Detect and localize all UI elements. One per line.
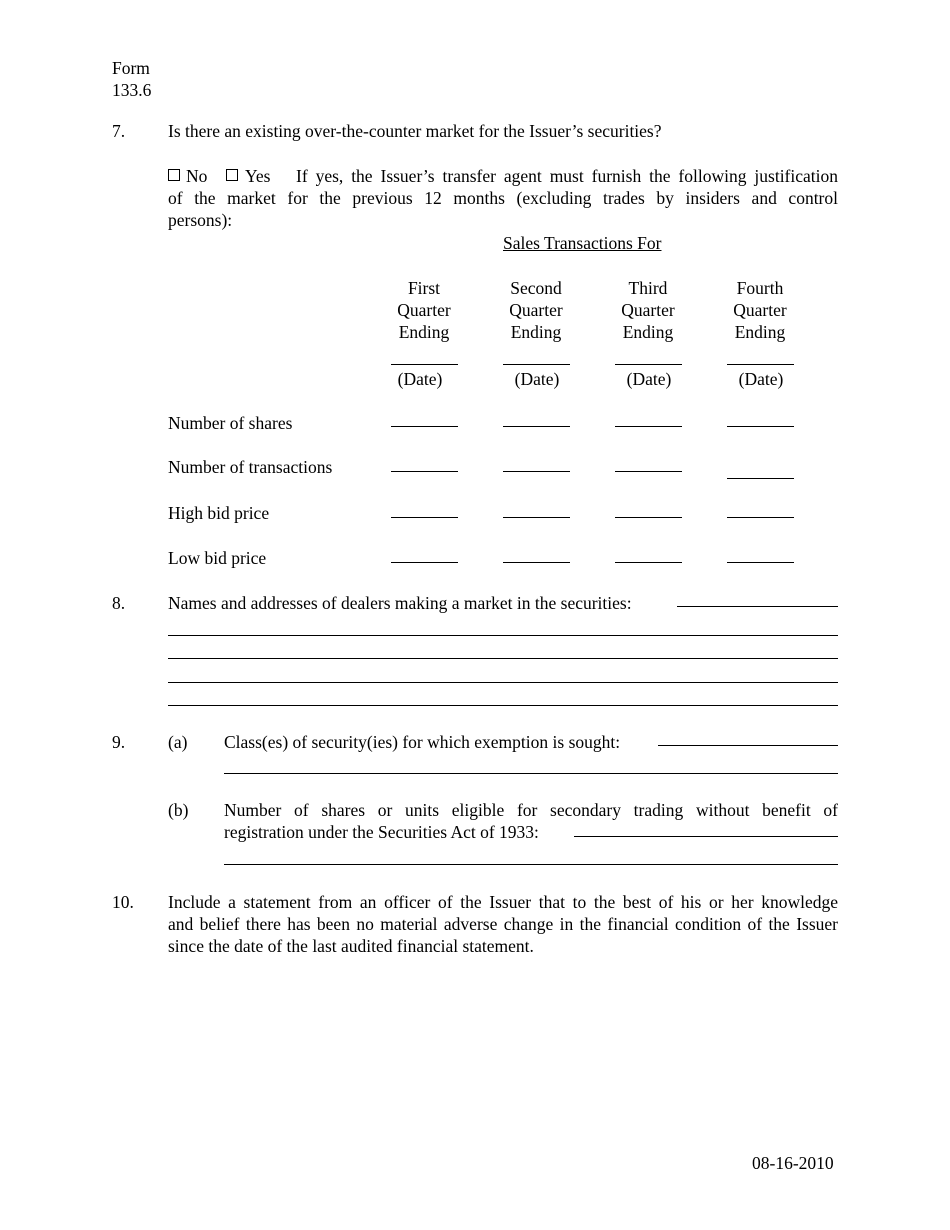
low-bid-q4-field[interactable] — [727, 562, 794, 563]
shares-q2-field[interactable] — [503, 426, 570, 427]
class-securities-field[interactable] — [224, 773, 838, 774]
date-line[interactable] — [615, 364, 682, 365]
low-bid-q1-field[interactable] — [391, 562, 458, 563]
q10-line3: since the date of the last audited financial statement. — [168, 936, 534, 956]
date-line[interactable] — [503, 364, 570, 365]
no-checkbox[interactable] — [168, 169, 180, 181]
row-label-transactions: Number of transactions — [168, 457, 333, 477]
column-header — [386, 277, 462, 343]
shares-q3-field[interactable] — [615, 426, 682, 427]
footer-date: 08-16-2010 — [752, 1153, 834, 1173]
high-bid-q4-field[interactable] — [727, 517, 794, 518]
no-label: No — [186, 166, 208, 186]
column-header-line3: Ending — [510, 322, 562, 342]
q9a-text: Class(es) of security(ies) for which exemption is sought: — [224, 732, 621, 752]
column-header-line2: Quarter — [509, 300, 563, 320]
row-label-low-bid: Low bid price — [168, 548, 267, 568]
column-header — [722, 277, 798, 343]
q9b-line2: registration under the Securities Act of 1933: — [224, 822, 539, 842]
date-caption: (Date) — [397, 369, 443, 389]
yes-label: Yes — [245, 166, 271, 186]
dealers-field-line[interactable] — [677, 606, 838, 607]
column-header-line3: Ending — [622, 322, 674, 342]
q8-text: Names and addresses of dealers making a market in the securities: — [168, 593, 632, 613]
transactions-q4-field[interactable] — [727, 478, 794, 479]
column-header — [610, 277, 686, 343]
column-header-line2: Quarter — [733, 300, 787, 320]
dealers-field-line[interactable] — [168, 705, 838, 706]
q7-question: Is there an existing over-the-counter market for the Issuer’s securities? — [168, 121, 662, 141]
q10-line2: and belief there has been no material adverse change in the financial condition of the Issuer — [168, 914, 838, 934]
class-securities-field[interactable] — [658, 745, 838, 746]
column-header-line1: Second — [510, 278, 562, 298]
q7-instruction-line3: persons): — [168, 210, 233, 230]
column-header — [498, 277, 574, 343]
q9b-label: (b) — [168, 800, 189, 820]
form-label: Form — [112, 58, 150, 78]
shares-q4-field[interactable] — [727, 426, 794, 427]
low-bid-q2-field[interactable] — [503, 562, 570, 563]
column-header-line2: Quarter — [621, 300, 675, 320]
high-bid-q1-field[interactable] — [391, 517, 458, 518]
q7-instruction-line1: If yes, the Issuer’s transfer agent must furnish the following justification — [296, 166, 838, 186]
q7-instruction-line2: of the market for the previous 12 months (excluding trades by insiders and control — [168, 188, 838, 208]
yes-checkbox[interactable] — [226, 169, 238, 181]
q9-number: 9. — [112, 732, 126, 752]
column-header-line1: Third — [628, 278, 668, 298]
transactions-q3-field[interactable] — [615, 471, 682, 472]
table-title: Sales Transactions For — [503, 233, 662, 253]
date-caption: (Date) — [514, 369, 560, 389]
dealers-field-line[interactable] — [168, 635, 838, 636]
column-header-line1: Fourth — [736, 278, 784, 298]
low-bid-q3-field[interactable] — [615, 562, 682, 563]
date-caption: (Date) — [626, 369, 672, 389]
high-bid-q2-field[interactable] — [503, 517, 570, 518]
transactions-q2-field[interactable] — [503, 471, 570, 472]
column-header-line3: Ending — [398, 322, 450, 342]
column-header-line1: First — [407, 278, 441, 298]
date-line[interactable] — [391, 364, 458, 365]
row-label-shares: Number of shares — [168, 413, 293, 433]
shares-q1-field[interactable] — [391, 426, 458, 427]
eligible-shares-field[interactable] — [574, 836, 838, 837]
dealers-field-line[interactable] — [168, 658, 838, 659]
row-label-high-bid: High bid price — [168, 503, 270, 523]
q8-number: 8. — [112, 593, 126, 613]
form-number: 133.6 — [112, 80, 152, 100]
high-bid-q3-field[interactable] — [615, 517, 682, 518]
q9a-label: (a) — [168, 732, 188, 752]
date-line[interactable] — [727, 364, 794, 365]
date-caption: (Date) — [738, 369, 784, 389]
q10-number: 10. — [112, 892, 134, 912]
transactions-q1-field[interactable] — [391, 471, 458, 472]
dealers-field-line[interactable] — [168, 682, 838, 683]
q9b-line1: Number of shares or units eligible for secondary trading without benefit of — [224, 800, 838, 820]
column-header-line2: Quarter — [397, 300, 451, 320]
column-header-line3: Ending — [734, 322, 786, 342]
eligible-shares-field[interactable] — [224, 864, 838, 865]
q7-number: 7. — [112, 121, 126, 141]
q10-line1: Include a statement from an officer of the Issuer that to the best of his or her knowledge — [168, 892, 838, 912]
